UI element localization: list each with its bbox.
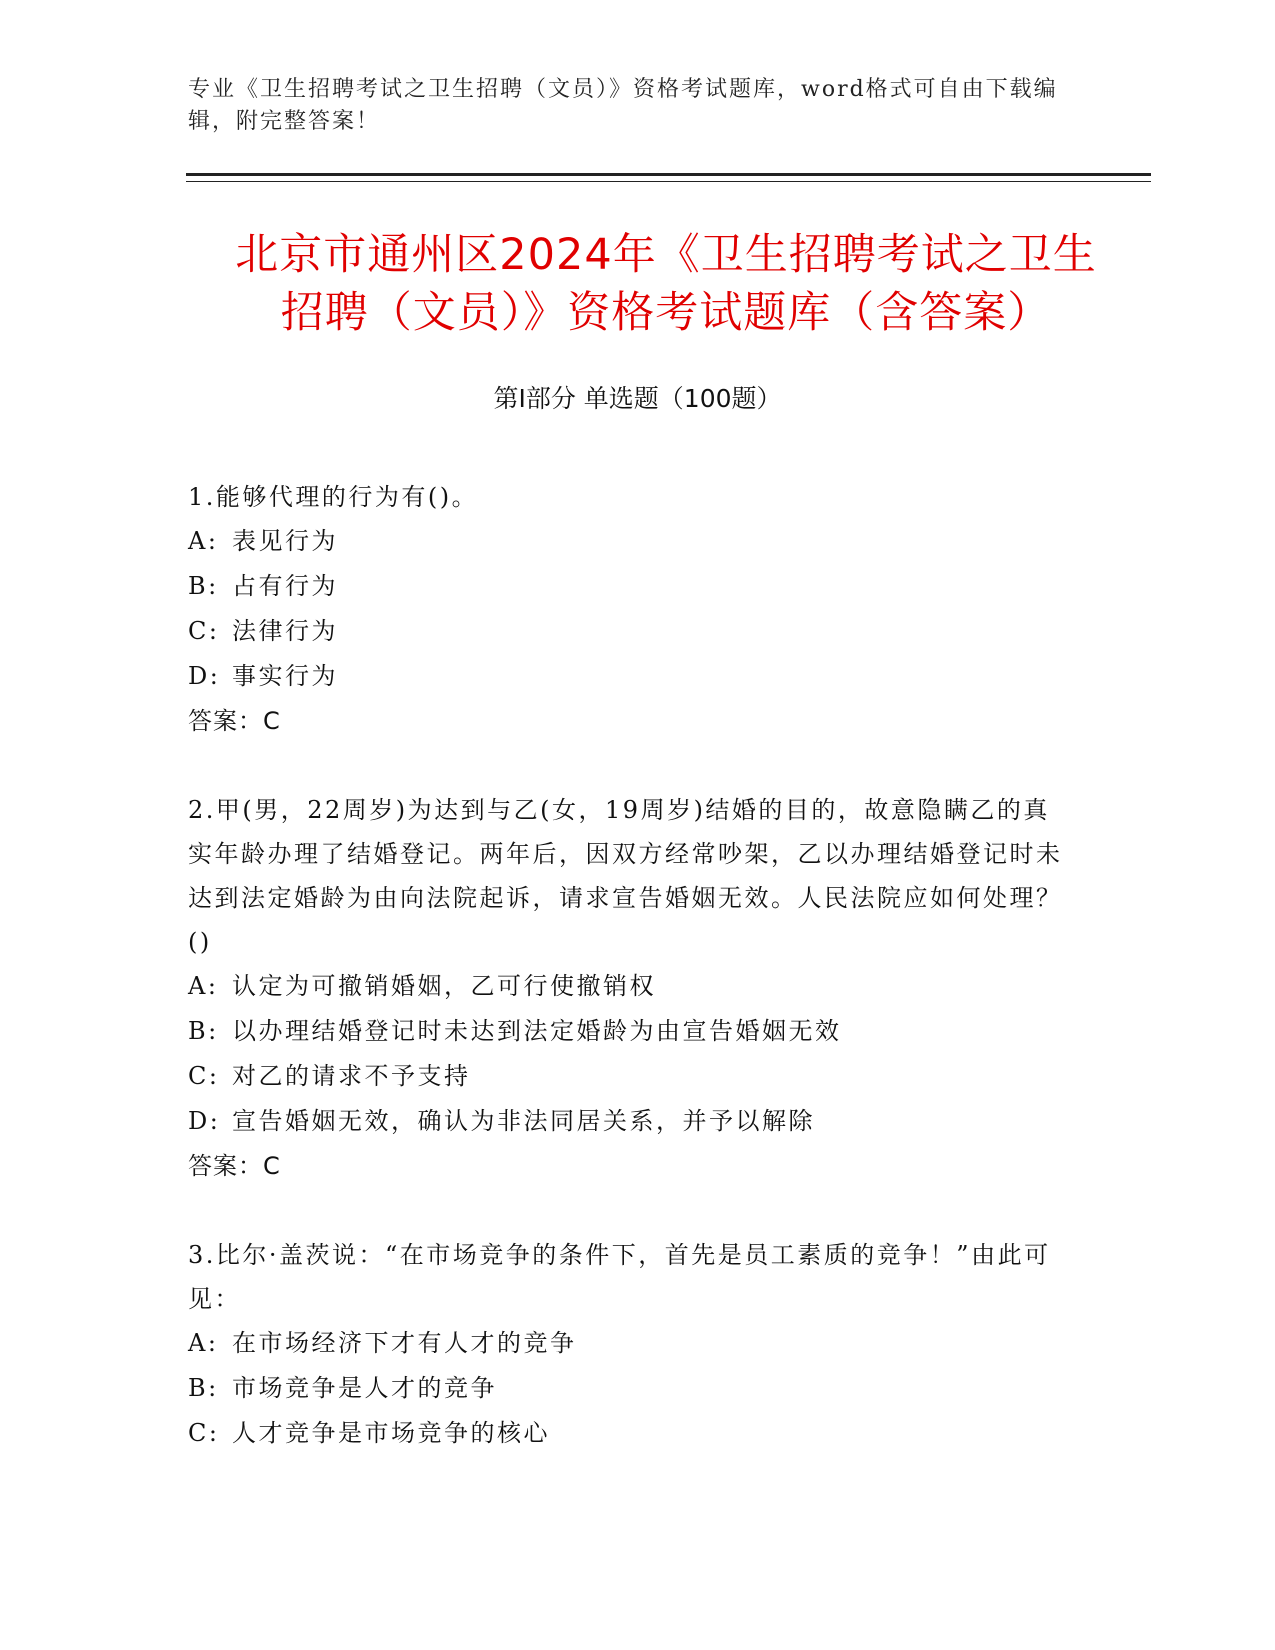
option-a (188, 1321, 1068, 1366)
option-text: 对乙的请求不予支持 (232, 1062, 471, 1090)
header-rule-thin (186, 181, 1151, 182)
document-title (186, 226, 1146, 342)
option-letter: A: (188, 527, 219, 555)
question-stem: 3.比尔·盖茨说：“在市场竞争的条件下，首先是员工素质的竞争！”由此可见： (188, 1241, 1051, 1313)
option-letter: A: (188, 972, 219, 1000)
question-stem: 1.能够代理的行为有()。 (188, 483, 479, 511)
option-text: 占有行为 (232, 572, 338, 600)
option-text: 人才竞争是市场竞争的核心 (232, 1419, 550, 1447)
option-text: 法律行为 (232, 617, 338, 645)
option-text: 宣告婚姻无效，确认为非法同居关系，并予以解除 (232, 1107, 815, 1135)
option-b (188, 1366, 1068, 1411)
document-title-line-2: 招聘（文员）》资格考试题库（含答案） (280, 288, 1052, 338)
option-letter: B: (188, 572, 219, 600)
option-text: 认定为可撤销婚姻，乙可行使撤销权 (232, 972, 656, 1000)
option-letter: C: (188, 1062, 220, 1090)
option-a (188, 964, 1068, 1009)
option-text: 以办理结婚登记时未达到法定婚龄为由宣告婚姻无效 (232, 1017, 842, 1045)
question-list (188, 475, 1068, 1500)
answer: 答案：C (188, 1152, 281, 1180)
section-heading: 第Ⅰ部分 单选题（100题） (493, 384, 782, 413)
document-title-line-1: 北京市通州区2024年《卫生招聘考试之卫生 (235, 230, 1097, 280)
option-letter: D: (188, 662, 221, 690)
option-letter: A: (188, 1329, 219, 1357)
header-rule-thick (186, 173, 1151, 176)
option-c (188, 1054, 1068, 1099)
question-3 (188, 1233, 1068, 1456)
option-letter: C: (188, 1419, 220, 1447)
option-text: 表见行为 (232, 527, 338, 555)
option-b (188, 1009, 1068, 1054)
question-stem: 2.甲(男，22周岁)为达到与乙(女，19周岁)结婚的目的，故意隐瞒乙的真实年龄办理了结婚登记。两年后，因双方经常吵架，乙以办理结婚登记时未达到法定婚龄为由向法院起诉，请求宣告婚姻无效。人民法院应如何处理？() (188, 796, 1063, 956)
option-text: 事实行为 (232, 662, 338, 690)
option-a (188, 519, 1068, 564)
question-1 (188, 475, 1068, 744)
option-d (188, 654, 1068, 699)
option-d (188, 1099, 1068, 1144)
option-c (188, 609, 1068, 654)
option-text: 在市场经济下才有人才的竞争 (232, 1329, 577, 1357)
option-letter: C: (188, 617, 220, 645)
option-letter: D: (188, 1107, 221, 1135)
option-text: 市场竞争是人才的竞争 (232, 1374, 497, 1402)
option-letter: B: (188, 1374, 219, 1402)
option-c (188, 1411, 1068, 1456)
header-note: 专业《卫生招聘考试之卫生招聘（文员）》资格考试题库，word格式可自由下载编辑，附完整答案！ (188, 77, 1058, 134)
answer: 答案：C (188, 707, 281, 735)
question-2 (188, 788, 1068, 1189)
option-letter: B: (188, 1017, 219, 1045)
option-b (188, 564, 1068, 609)
